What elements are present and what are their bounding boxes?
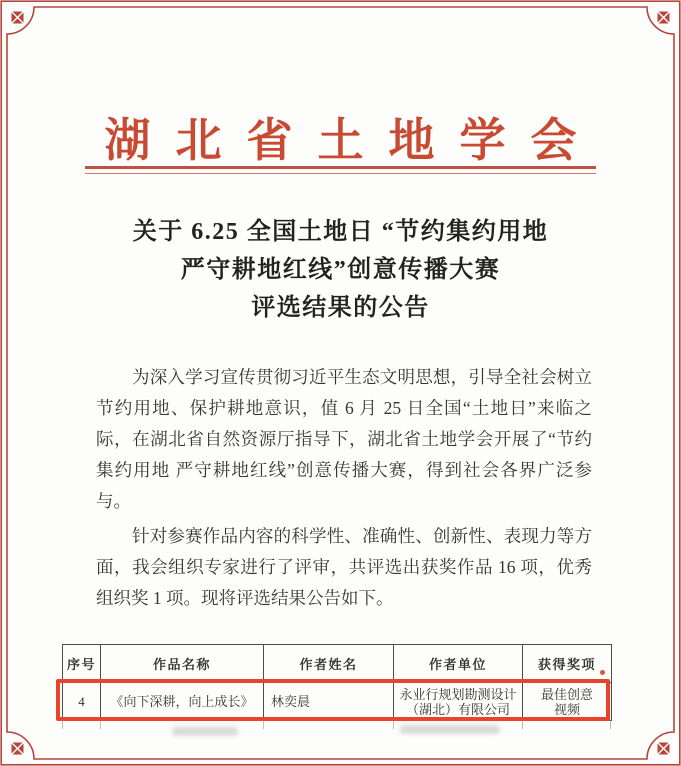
column-header-award: 获得奖项 (523, 645, 612, 683)
table-border-remnant (522, 720, 523, 729)
document-title (0, 213, 681, 327)
body-paragraph-1 (96, 362, 592, 517)
paragraph-line: 针对参赛作品内容的科学性、准确性、创新性、表现力等方 (132, 526, 592, 546)
corner-flower-icon (658, 12, 670, 24)
table-border-remnant (62, 720, 63, 729)
paragraph-line: 节约用地、保护耕地意识，值 6 月 25 日全国“土地日”来临之 (96, 398, 592, 418)
table-border-remnant (100, 720, 101, 729)
table-border-remnant (263, 720, 264, 729)
corner-flower-icon (12, 12, 24, 24)
column-header-no: 序号 (63, 645, 101, 683)
paragraph-line: 集约用地 严守耕地红线”创意传播大赛，得到社会各界广泛参 (96, 460, 592, 480)
table-header-row (63, 645, 612, 683)
paragraph-line: 际，在湖北省自然资源厅指导下，湖北省土地学会开展了“节约 (96, 429, 592, 449)
cell-work-title: 《向下深耕，向上成长》 (101, 683, 264, 721)
corner-flower-icon (658, 743, 670, 755)
column-header-work: 作品名称 (101, 645, 264, 683)
paragraph-line: 与。 (96, 491, 131, 511)
table-border-remnant (610, 720, 611, 729)
document-title-line: 评选结果的公告 (251, 295, 430, 321)
table-row (63, 683, 612, 721)
org-masthead-title: 湖北省土地学会 (104, 115, 602, 166)
cell-no: 4 (63, 683, 101, 721)
table-border-remnant (393, 720, 394, 729)
cell-award (523, 683, 612, 721)
stray-red-mark (600, 670, 605, 675)
cell-author-org: 永业行规划勘测设计（湖北）有限公司 (394, 683, 523, 721)
award-results-table (62, 644, 612, 721)
body-paragraph-2 (96, 521, 592, 614)
cell-author-name: 林奕晨 (264, 683, 394, 721)
cutoff-text-smudge (172, 727, 238, 736)
cutoff-text-smudge (400, 725, 500, 734)
corner-flower-icon (12, 743, 24, 755)
column-header-org: 作者单位 (394, 645, 523, 683)
document-title-line: 关于 6.25 全国土地日 “节约集约用地 (132, 219, 549, 245)
column-header-author: 作者姓名 (264, 645, 394, 683)
paragraph-line: 面，我会组织专家进行了评审，共评选出获奖作品 16 项，优秀 (96, 557, 592, 577)
paragraph-line: 为深入学习宣传贯彻习近平生态文明思想，引导全社会树立 (132, 367, 592, 387)
cell-award-text: 最佳创意视频 (540, 686, 593, 717)
masthead-double-rule (85, 166, 596, 174)
document-title-line: 严守耕地红线”创意传播大赛 (180, 257, 501, 283)
paragraph-line: 组织奖 1 项。现将评选结果公告如下。 (96, 588, 394, 608)
